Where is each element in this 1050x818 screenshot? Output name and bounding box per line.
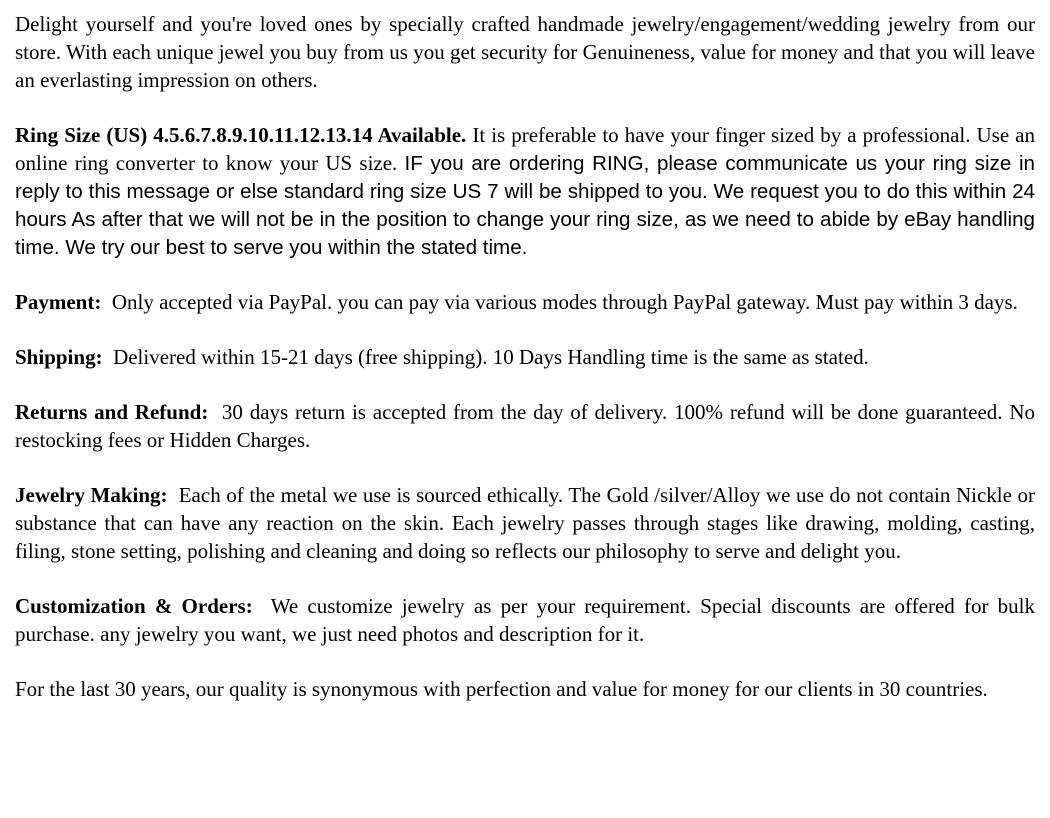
jewelry-making-text: Each of the metal we use is sourced ethically. The Gold /silver/Alloy we use do not contain Nickle or substance that can have any reaction on the skin. Each jewelry passes through stages like drawing, molding, casting, filing, stone setting, polishing and cleaning and doing so reflects our philosophy to serve and delight you. (15, 483, 1035, 563)
jewelry-making-section (15, 481, 1035, 565)
customization-section (15, 592, 1035, 648)
intro-paragraph: Delight yourself and you're loved ones by specially crafted handmade jewelry/engagement/wedding jewelry from our store. With each unique jewel you buy from us you get security for Genuineness, value for money and that you will leave an everlasting impression on others. (15, 12, 1035, 92)
shipping-heading: Shipping: (15, 345, 103, 369)
returns-section (15, 398, 1035, 454)
ring-size-instructions: IF you are ordering RING, please communicate us your ring size in reply to this message or else standard ring size US 7 will be shipped to you. We request you to do this within 24 hours As after that we will not be in the position to change your ring size, as we need to abide by eBay handling time. We try our best to serve you within the stated time. (15, 152, 1036, 259)
ring-size-heading: Ring Size (US) 4.5.6.7.8.9.10.11.12.13.14 Available. (15, 123, 467, 147)
shipping-text: Delivered within 15-21 days (free shipping). 10 Days Handling time is the same as stated. (113, 345, 869, 369)
ring-size-text: It is preferable to have your finger sized by a professional. Use an online ring converter to know your US size. (15, 123, 1036, 175)
payment-section (15, 288, 1035, 316)
returns-text: 30 days return is accepted from the day of delivery. 100% refund will be done guaranteed. No restocking fees or Hidden Charges. (15, 400, 1035, 452)
ring-size-section (15, 121, 1035, 261)
returns-heading: Returns and Refund: (15, 400, 209, 424)
customization-text: We customize jewelry as per your requirement. Special discounts are offered for bulk purchase. any jewelry you want, we just need photos and description for it. (15, 594, 1035, 646)
shipping-section (15, 343, 1035, 371)
closing-paragraph: For the last 30 years, our quality is synonymous with perfection and value for money for our clients in 30 countries. (15, 677, 988, 701)
payment-heading: Payment: (15, 290, 102, 314)
payment-text: Only accepted via PayPal. you can pay via various modes through PayPal gateway. Must pay within 3 days. (111, 290, 1018, 314)
jewelry-making-heading: Jewelry Making: (15, 483, 168, 507)
customization-heading: Customization & Orders: (15, 594, 253, 618)
